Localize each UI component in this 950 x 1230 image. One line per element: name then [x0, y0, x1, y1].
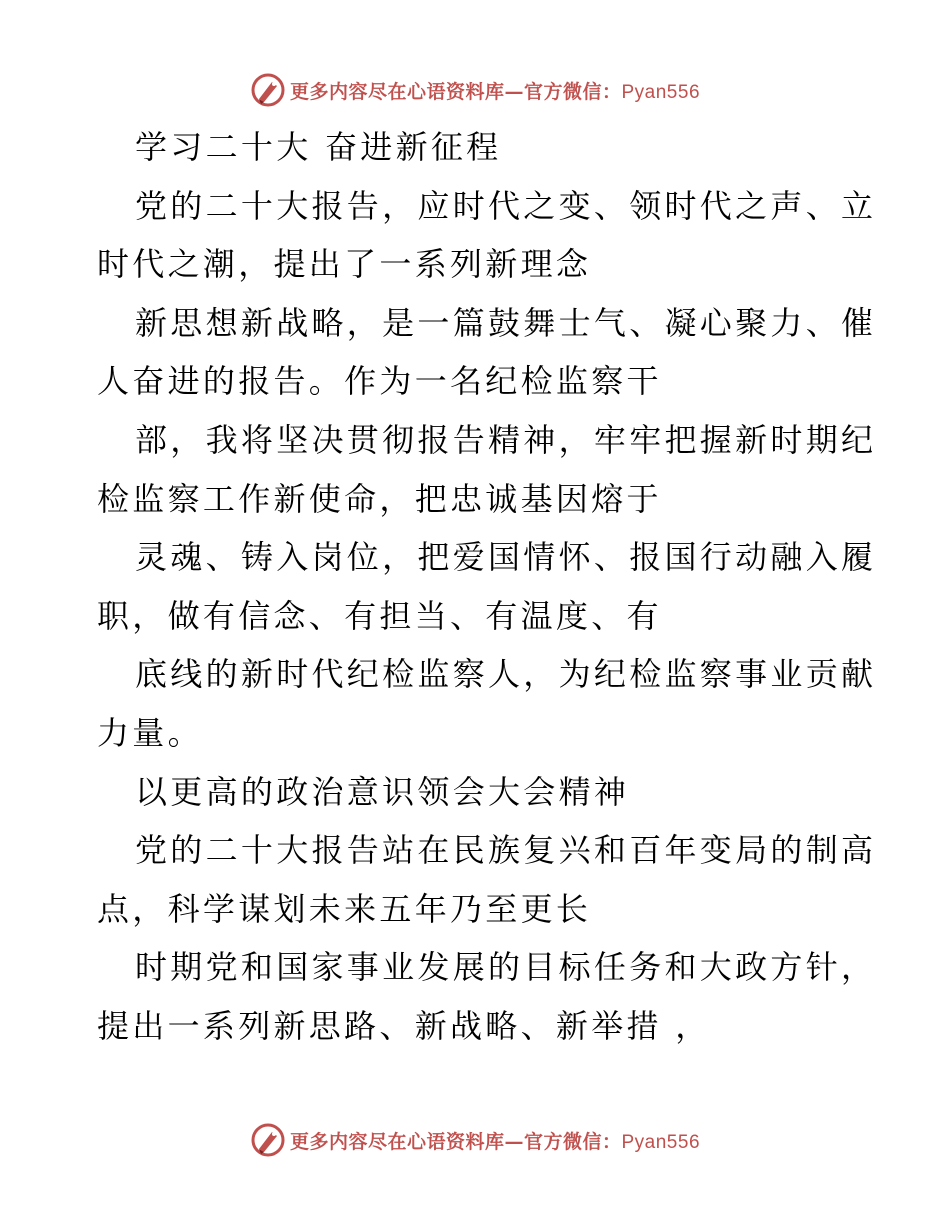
text-line: 党的二十大报告，应时代之变、领时代之声、立	[135, 186, 877, 225]
text-line: 以更高的政治意识领会大会精神	[135, 772, 630, 811]
header-wechat-id: Pyan556	[621, 81, 701, 103]
text-line: 灵魂、铸入岗位，把爱国情怀、报国行动融入履	[135, 538, 877, 577]
text-line: 时代之潮，提出了一系列新理念	[97, 245, 592, 284]
header-banner	[0, 70, 950, 110]
header-banner-text	[290, 77, 700, 104]
text-line: 检监察工作新使命，把忠诚基因熔于	[97, 479, 662, 518]
footer-banner-label: 更多内容尽在心语资料库—官方微信：	[289, 1130, 622, 1153]
text-line: 点，科学谋划未来五年乃至更长	[97, 889, 592, 928]
text-line: 底线的新时代纪检监察人，为纪检监察事业贡献	[135, 655, 877, 694]
text-line: 新思想新战略，是一篇鼓舞士气、凝心聚力、催	[135, 303, 877, 342]
footer-wechat-id: Pyan556	[621, 1131, 701, 1153]
text-line: 力量。	[97, 713, 203, 752]
text-line: 学习二十大 奋进新征程	[135, 128, 502, 166]
text-line: 职，做有信念、有担当、有温度、有	[97, 596, 662, 635]
header-banner-inner	[250, 72, 700, 108]
pen-logo-icon	[250, 1122, 286, 1158]
text-line: 时期党和国家事业发展的目标任务和大政方针，	[135, 948, 877, 987]
text-line: 人奋进的报告。作为一名纪检监察干	[97, 362, 662, 401]
text-line: 提出一系列新思路、新战略、新举措 ，	[97, 1006, 711, 1045]
header-banner-label: 更多内容尽在心语资料库—官方微信：	[289, 80, 622, 103]
footer-banner-inner	[250, 1122, 700, 1158]
text-line: 部，我将坚决贯彻报告精神，牢牢把握新时期纪	[135, 420, 877, 459]
footer-banner-text	[290, 1127, 700, 1154]
pen-logo-icon	[250, 72, 286, 108]
footer-banner	[0, 1120, 950, 1160]
text-line: 党的二十大报告站在民族复兴和百年变局的制高	[135, 831, 877, 870]
document-body	[97, 118, 877, 1056]
